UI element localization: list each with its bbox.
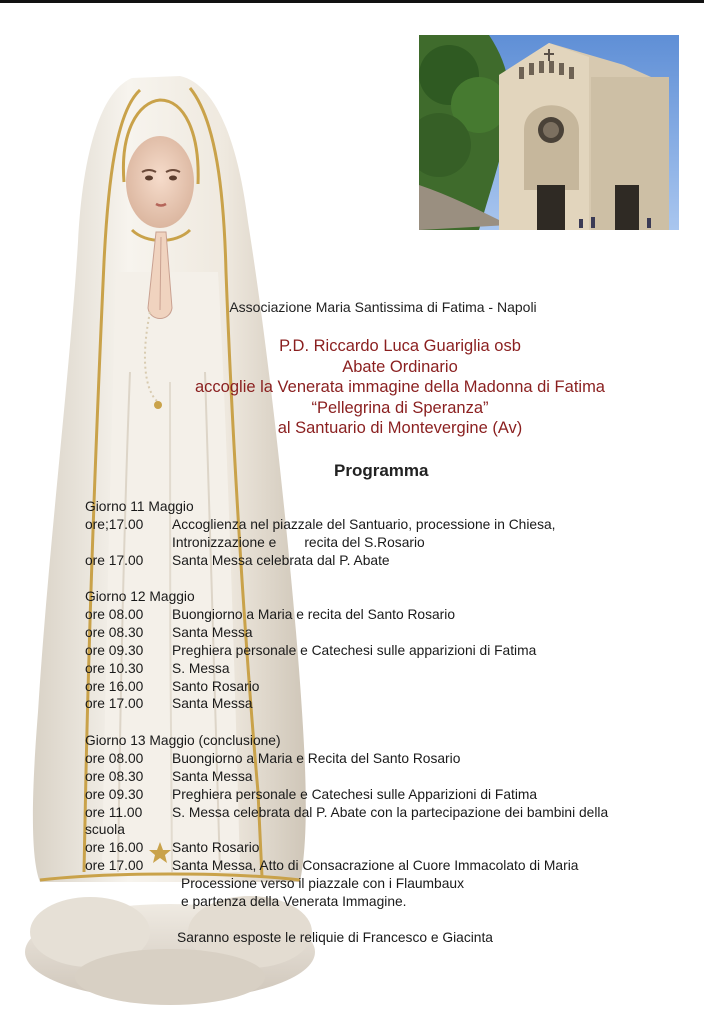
time: ore 17.00	[85, 857, 144, 873]
top-border	[0, 0, 704, 3]
welcome-line: accoglie la Venerata immagine della Madonna di Fatima	[195, 378, 605, 396]
activity: Buongiorno a Maria e recita del Santo Rosario	[172, 607, 455, 623]
schedule-row	[85, 552, 685, 570]
day-12-maggio	[85, 588, 685, 713]
activity-wrap: scuola	[85, 822, 125, 838]
activity: Santo Rosario	[172, 840, 260, 856]
schedule-row	[85, 839, 685, 857]
time: ore 08.30	[85, 625, 144, 641]
activity: Preghiera personale e Catechesi sulle apparizioni di Fatima	[172, 642, 537, 658]
activity: Santa Messa	[172, 696, 253, 712]
schedule-row	[85, 857, 685, 875]
schedule-row	[85, 624, 685, 642]
schedule-row	[85, 606, 685, 624]
activity: S. Messa celebrata dal P. Abate con la partecipazione dei bambini della	[172, 804, 609, 820]
schedule-row	[85, 695, 685, 713]
activity-continuation: e partenza della Venerata Immagine.	[181, 893, 407, 909]
schedule-row	[85, 642, 685, 660]
schedule-row	[85, 660, 685, 678]
time: ore 08.00	[85, 607, 144, 623]
activity: Santo Rosario	[172, 678, 260, 694]
association-line: Associazione Maria Santissima di Fatima - Napoli	[229, 299, 537, 315]
time: ore 16.00	[85, 678, 144, 694]
day-title: Giorno 11 Maggio	[85, 499, 194, 514]
abbot-name: P.D. Riccardo Luca Guariglia osb	[279, 337, 521, 355]
time: ore 10.30	[85, 660, 144, 676]
activity-continuation: Processione verso il piazzale con i Flaumbaux	[181, 875, 464, 891]
activity: Santa Messa	[172, 625, 253, 641]
abbot-title: Abate Ordinario	[342, 357, 458, 376]
sanctuary-church-photo	[419, 35, 679, 230]
announcement-heading	[140, 336, 660, 439]
activity: Santa Messa	[172, 768, 253, 784]
activity: Santa Messa, Atto di Consacrazione al Cuore Immacolato di Maria	[172, 857, 579, 873]
time: ore 09.30	[85, 642, 144, 658]
schedule-row	[85, 768, 685, 786]
activity: Accoglienza nel piazzale del Santuario, processione in Chiesa,	[172, 517, 556, 532]
programma-title: Programma	[334, 461, 429, 480]
activity: Buongiorno a Maria e Recita del Santo Rosario	[172, 751, 461, 767]
time: ore 17.00	[85, 696, 144, 712]
sanctuary-line: al Santuario di Montevergine (Av)	[277, 419, 523, 437]
schedule-row	[85, 804, 685, 822]
schedule-row	[85, 678, 685, 696]
time: ore;17.00	[85, 517, 144, 532]
pilgrim-title: “Pellegrina di Speranza”	[311, 398, 489, 417]
day-title: Giorno 12 Maggio	[85, 589, 195, 605]
time: ore 16.00	[85, 840, 144, 856]
schedule	[85, 498, 685, 910]
time: ore 09.30	[85, 786, 144, 802]
day-title: Giorno 13 Maggio (conclusione)	[85, 733, 281, 749]
activity-continuation: Intronizzazione e recita del S.Rosario	[172, 534, 425, 550]
relics-note: Saranno esposte le reliquie di Francesco e Giacinta	[177, 930, 493, 945]
schedule-row	[85, 750, 685, 768]
schedule-row	[85, 516, 685, 534]
day-11-maggio	[85, 498, 685, 569]
activity: Preghiera personale e Catechesi sulle Apparizioni di Fatima	[172, 786, 538, 802]
time: ore 08.30	[85, 768, 144, 784]
time: ore 17.00	[85, 552, 144, 568]
time: ore 08.00	[85, 751, 144, 767]
activity: S. Messa	[172, 660, 230, 676]
schedule-row	[85, 786, 685, 804]
day-13-maggio	[85, 732, 685, 910]
time: ore 11.00	[85, 804, 143, 820]
activity: Santa Messa celebrata dal P. Abate	[172, 552, 390, 568]
